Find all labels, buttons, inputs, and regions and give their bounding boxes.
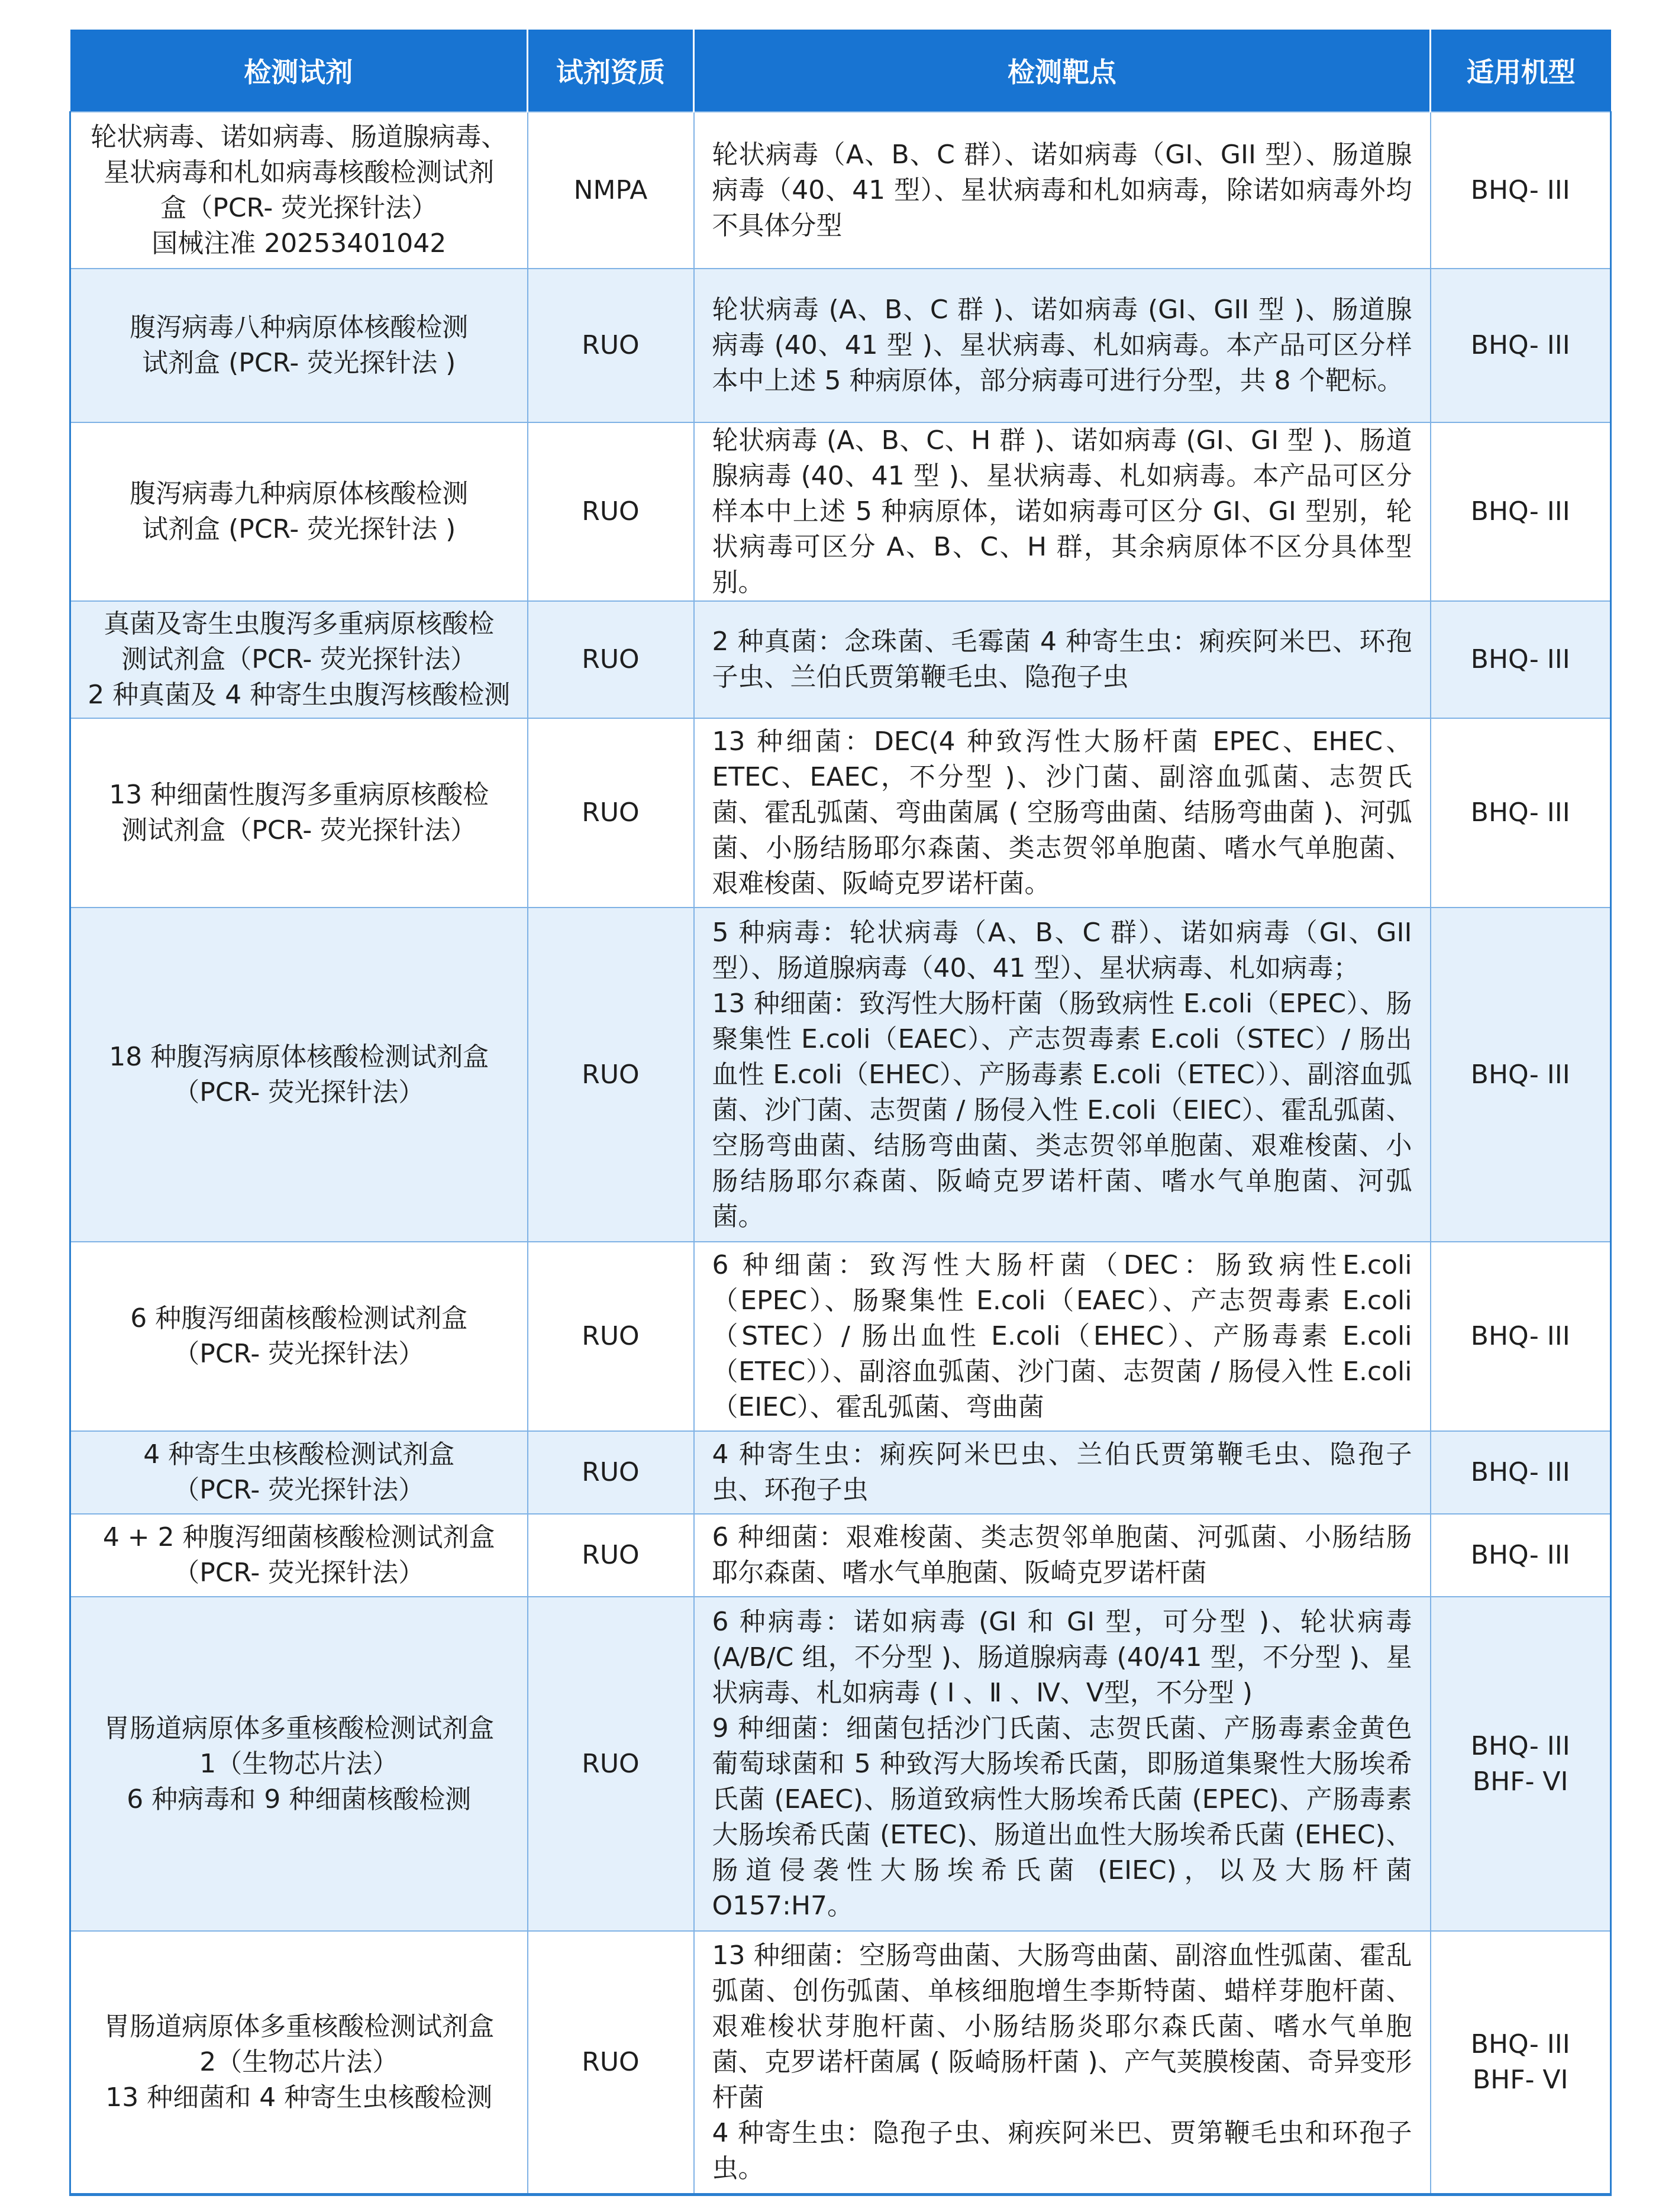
reagent-name-line: 13 种细菌性腹泻多重病原核酸检 [109,780,489,810]
reagent-name-line: 盒（PCR- 荧光探针法） [160,192,438,223]
table-row [70,718,1611,908]
reagent-name-line: 6 种病毒和 9 种细菌核酸检测 [127,1784,472,1814]
reagent-name-line: （PCR- 荧光探针法） [173,1339,425,1369]
targets-cell: 13 种细菌：空肠弯曲菌、大肠弯曲菌、副溶血性弧菌、霍乱弧菌、创伤弧菌、单核细胞增生李斯特菌、蜡样芽胞杆菌、艰难梭状芽胞杆菌、小肠结肠炎耶尔森氏菌、嗜水气单胞菌、克罗诺杆菌属 ( 阪崎肠杆菌 )、产气荚膜梭菌、奇异变形杆菌 4 种寄生虫：隐孢子虫、痢疾阿米巴、贾第鞭毛虫和环孢子虫。 [694,1931,1431,2194]
table-header-row [70,30,1611,112]
table-row [70,1242,1611,1431]
model-cell: BHQ- III [1431,1242,1611,1431]
reagent-name-line: 星状病毒和札如病毒核酸检测试剂 [104,157,495,188]
reagent-name-cell [70,1931,528,2194]
targets-cell: 6 种细菌：艰难梭菌、类志贺邻单胞菌、河弧菌、小肠结肠耶尔森菌、嗜水气单胞菌、阪崎克罗诺杆菌 [694,1514,1431,1597]
reagent-name-cell [70,1431,528,1514]
reagent-name-line: 13 种细菌和 4 种寄生虫核酸检测 [105,2082,493,2113]
model-cell: BHQ- III [1431,269,1611,422]
reagent-name-line: 测试剂盒（PCR- 荧光探针法） [121,644,477,674]
reagent-name-line: 试剂盒 (PCR- 荧光探针法 ) [142,348,456,378]
reagent-name-line: 真菌及寄生虫腹泻多重病原核酸检 [104,609,495,639]
qualification-cell: RUO [528,1931,694,2194]
reagent-name-cell [70,1514,528,1597]
reagent-name-cell [70,1597,528,1931]
model-cell: BHQ- III [1431,1514,1611,1597]
model-cell: BHQ- III BHF- VI [1431,1931,1611,2194]
reagent-name-cell [70,908,528,1242]
reagent-name-line: 腹泻病毒八种病原体核酸检测 [130,312,469,343]
table-row [70,601,1611,718]
targets-cell: 5 种病毒：轮状病毒（A、B、C 群）、诺如病毒（GI、GII 型）、肠道腺病毒（40、41 型）、星状病毒、札如病毒； 13 种细菌：致泻性大肠杆菌（肠致病性 E.coli（EPEC）、肠聚集性 E.coli（EAEC）、产志贺毒素 E.coli（STEC）/ 肠出血性 E.coli（EHEC）、产肠毒素 E.coli（ETEC））、副溶血弧菌、沙门菌、志贺菌 / 肠侵入性 E.coli（EIEC）、霍乱弧菌、空肠弯曲菌、结肠弯曲菌、类志贺邻单胞菌、艰难梭菌、小肠结肠耶尔森菌、阪崎克罗诺杆菌、嗜水气单胞菌、河弧菌。 [694,908,1431,1242]
reagent-table [69,30,1612,2196]
reagent-name-line: 4 + 2 种腹泻细菌核酸检测试剂盒 [102,1522,495,1552]
qualification-cell: RUO [528,718,694,908]
model-cell: BHQ- III [1431,422,1611,601]
model-cell: BHQ- III [1431,112,1611,269]
qualification-cell: RUO [528,1597,694,1931]
targets-cell: 轮状病毒（A、B、C 群）、诺如病毒（GI、GII 型）、肠道腺病毒（40、41 型）、星状病毒和札如病毒，除诺如病毒外均不具体分型 [694,112,1431,269]
table-row [70,422,1611,601]
reagent-name-line: 胃肠道病原体多重核酸检测试剂盒 [104,1713,495,1743]
targets-cell: 轮状病毒 (A、B、C、H 群 )、诺如病毒 (GI、GI 型 )、肠道腺病毒 (40、41 型 )、星状病毒、札如病毒。本产品可区分样本中上述 5 种病原体，诺如病毒可区分 GI、GI 型别，轮状病毒可区分 A、B、C、H 群，其余病原体不区分具体型别。 [694,422,1431,601]
reagent-name-cell [70,1242,528,1431]
table-row [70,1514,1611,1597]
reagent-name-line: 2 种真菌及 4 种寄生虫腹泻核酸检测 [88,680,511,710]
qualification-cell: NMPA [528,112,694,269]
reagent-name-line: 轮状病毒、诺如病毒、肠道腺病毒、 [91,121,508,152]
reagent-name-line: 胃肠道病原体多重核酸检测试剂盒 [104,2011,495,2042]
model-cell: BHQ- III [1431,908,1611,1242]
table-body [70,112,1611,2194]
reagent-name-cell [70,601,528,718]
header-model: 适用机型 [1431,30,1611,112]
reagent-name-line: 试剂盒 (PCR- 荧光探针法 ) [142,514,456,544]
reagent-name-line: 国械注准 20253401042 [151,228,447,259]
model-cell: BHQ- III [1431,718,1611,908]
reagent-name-cell [70,718,528,908]
table-row [70,908,1611,1242]
targets-cell: 6 种病毒：诺如病毒 (GI 和 GI 型，可分型 )、轮状病毒 (A/B/C 组，不分型 )、肠道腺病毒 (40/41 型，不分型 )、星状病毒、札如病毒 ( Ⅰ 、Ⅱ 、Ⅳ、Ⅴ型，不分型 ) 9 种细菌：细菌包括沙门氏菌、志贺氏菌、产肠毒素金黄色葡萄球菌和 5 种致泻大肠埃希氏菌，即肠道集聚性大肠埃希氏菌 (EAEC)、肠道致病性大肠埃希氏菌 (EPEC)、产肠毒素大肠埃希氏菌 (ETEC)、肠道出血性大肠埃希氏菌 (EHEC)、肠道侵袭性大肠埃希氏菌 (EIEC)，以及大肠杆菌 O157:H7。 [694,1597,1431,1931]
header-reagent: 检测试剂 [70,30,528,112]
model-cell: BHQ- III BHF- VI [1431,1597,1611,1931]
qualification-cell: RUO [528,1514,694,1597]
targets-cell: 2 种真菌：念珠菌、毛霉菌 4 种寄生虫：痢疾阿米巴、环孢子虫、兰伯氏贾第鞭毛虫、隐孢子虫 [694,601,1431,718]
reagent-name-line: 测试剂盒（PCR- 荧光探针法） [121,815,477,845]
reagent-name-line: 1（生物芯片法） [199,1748,399,1779]
reagent-name-line: （PCR- 荧光探针法） [173,1077,425,1107]
table-row [70,1597,1611,1931]
qualification-cell: RUO [528,601,694,718]
table-row [70,1931,1611,2194]
reagent-name-line: （PCR- 荧光探针法） [173,1475,425,1505]
reagent-name-line: 6 种腹泻细菌核酸检测试剂盒 [130,1303,468,1333]
targets-cell: 4 种寄生虫：痢疾阿米巴虫、兰伯氏贾第鞭毛虫、隐孢子虫、环孢子虫 [694,1431,1431,1514]
reagent-name-line: 4 种寄生虫核酸检测试剂盒 [143,1439,455,1470]
reagent-name-line: 18 种腹泻病原体核酸检测试剂盒 [109,1041,489,1072]
qualification-cell: RUO [528,422,694,601]
targets-cell: 6 种细菌：致泻性大肠杆菌（DEC：肠致病性E.coli（EPEC）、肠聚集性 E.coli（EAEC）、产志贺毒素 E.coli（STEC）/ 肠出血性 E.coli（EHEC）、产肠毒素 E.coli（ETEC））、副溶血弧菌、沙门菌、志贺菌 / 肠侵入性 E.coli（EIEC）、霍乱弧菌、弯曲菌 [694,1242,1431,1431]
qualification-cell: RUO [528,1431,694,1514]
qualification-cell: RUO [528,1242,694,1431]
targets-cell: 13 种细菌：DEC(4 种致泻性大肠杆菌 EPEC、EHEC、ETEC、EAEC，不分型 )、沙门菌、副溶血弧菌、志贺氏菌、霍乱弧菌、弯曲菌属 ( 空肠弯曲菌、结肠弯曲菌 )、河弧菌、小肠结肠耶尔森菌、类志贺邻单胞菌、嗜水气单胞菌、艰难梭菌、阪崎克罗诺杆菌。 [694,718,1431,908]
qualification-cell: RUO [528,269,694,422]
header-targets: 检测靶点 [694,30,1431,112]
qualification-cell: RUO [528,908,694,1242]
table-row [70,112,1611,269]
reagent-name-cell [70,422,528,601]
targets-cell: 轮状病毒 (A、B、C 群 )、诺如病毒 (GI、GII 型 )、肠道腺病毒 (40、41 型 )、星状病毒、札如病毒。本产品可区分样本中上述 5 种病原体，部分病毒可进行分型，共 8 个靶标。 [694,269,1431,422]
table-row [70,269,1611,422]
reagent-name-cell [70,112,528,269]
reagent-name-cell [70,269,528,422]
header-qualification: 试剂资质 [528,30,694,112]
reagent-name-line: 2（生物芯片法） [199,2046,399,2077]
reagent-name-line: （PCR- 荧光探针法） [173,1558,425,1588]
reagent-name-line: 腹泻病毒九种病原体核酸检测 [130,479,469,509]
model-cell: BHQ- III [1431,1431,1611,1514]
model-cell: BHQ- III [1431,601,1611,718]
table-row [70,1431,1611,1514]
